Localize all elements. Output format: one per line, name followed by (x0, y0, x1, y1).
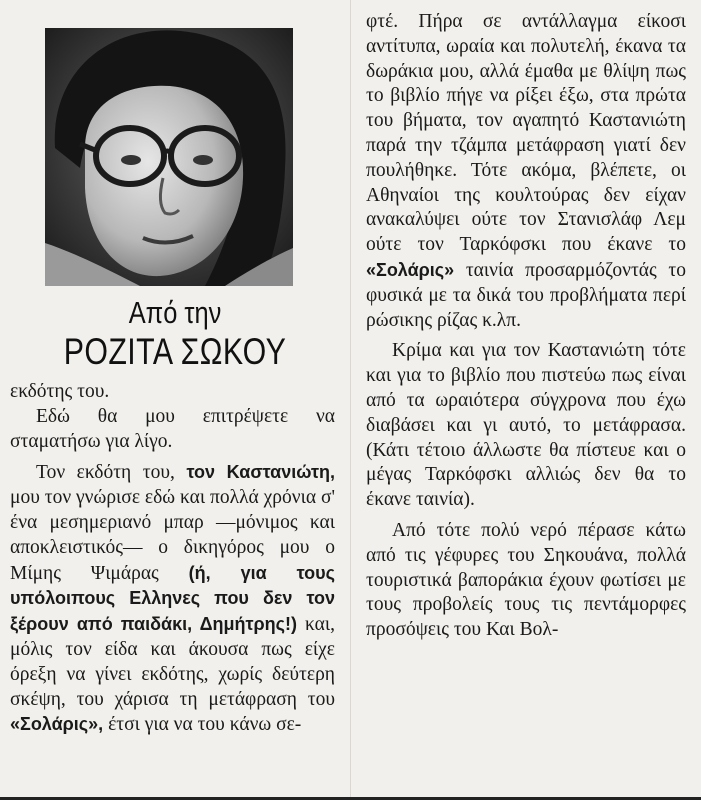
bold-run: (ή, για τους υπόλοιπους Ελληνες που δεν τον ξέρουν από παιδάκι, Δημήτρης!) (10, 562, 335, 635)
left-column (10, 380, 335, 738)
text-run: Τον εκδότη του, (36, 462, 187, 484)
right-paragraph-1 (366, 10, 686, 333)
byline-prefix: Από την (128, 295, 222, 330)
left-paragraph-1: εκδότης του. (10, 381, 110, 402)
text-run: φτέ. Πήρα σε αντάλλαγμα είκοσι αντίτυπα, ωραία και πολυτελή, έκανα τα δωράκια μου, αλλά έμαθα με θλίψη πως το βιβλίο πήγε να ρίξει έξω, στα πρώτα του βήματα, τον αγαπητό Καστανιώτη παρά την τζάμπα μετάφραση γιατί δεν πουλήθηκε. Τότε ακόμα, βλέπετε, οι Αθηναίοι της κουλτούρας δεν είχαν ανακαλύψει ούτε τον Στανισλάφ Λεμ ούτε τον Ταρκόφσκι που έκανε το (366, 11, 686, 256)
left-paragraph-2: Εδώ θα μου επιτρέψετε να σταματήσω για λίγο. (10, 405, 335, 452)
text-run: μου τον γνώρισε εδώ και πολλά χρόνια σ' ένα μεσημεριανό μπαρ —μόνιμος και αποκλειστικός— ο δικηγόρος μου ο Μίμης Ψιμάρας (10, 487, 335, 584)
column-divider (350, 0, 351, 800)
author-photo (45, 28, 293, 286)
left-paragraph-3 (10, 460, 335, 738)
text-run: και, μόλις τον είδα και άκουσα πως είχε όρεξη να γίνει εκδότης, χωρίς δεύτερη σκέψη, του χάρισα τη μετάφραση του (10, 614, 335, 710)
portrait-image (45, 28, 293, 286)
bold-run: τον Καστανιώτη, (186, 462, 335, 483)
right-paragraph-3: Από τότε πολύ νερό πέρασε κάτω από τις γέφυρες του Σηκουάνα, πολλά τουριστικά βαποράκια έχουν φωτίσει με τους προβολείς τους τις πεντάμορφες προσόψεις του Και Βολ- (366, 519, 686, 641)
right-paragraph-2: Κρίμα και για τον Καστανιώτη τότε και για το βιβλίο που πιστεύω πως είναι από τα ωραιότερα σύγχρονα που έχω διαβάσει και γι αυτό, το μετάφρασα. (Κάτι τέτοιο άλλωστε θα πίστευε και ο μέγας Ταρκόφσκι αλλιώς δεν θα το έκανε ταινία). (366, 340, 686, 511)
bold-run: «Σολάρις», (10, 714, 104, 735)
text-run: έτσι για να του κάνω σε- (103, 714, 302, 736)
text-run: ταινία προσαρμόζοντάς το φυσικά με τα δικά του προβλήματα περί ρώσικης ρίζας κ.λπ. (366, 259, 686, 331)
author-name: ΡΟΖΙΤΑ ΣΩΚΟΥ (63, 331, 287, 372)
right-column (366, 10, 686, 643)
bold-run: «Σολάρις» (366, 259, 455, 280)
